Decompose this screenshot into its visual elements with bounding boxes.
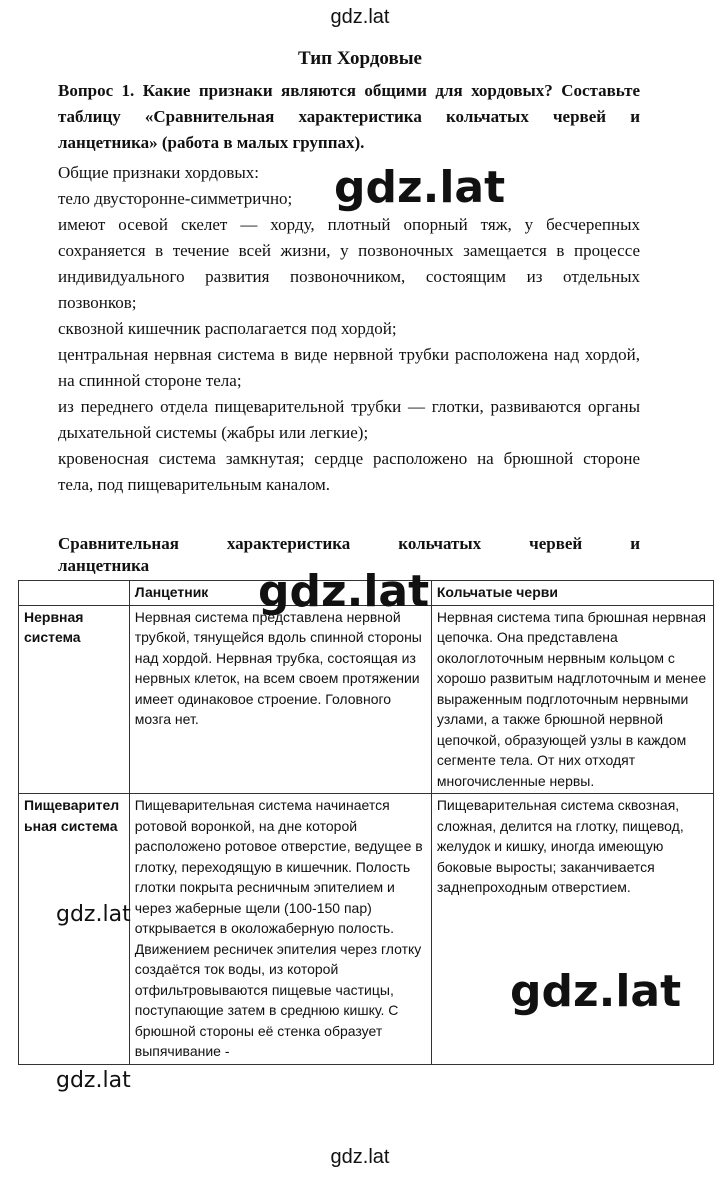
- lancelet-cell: Нервная система представлена нервной трубкой, тянущейся вдоль спинной стороны над хордой. Нервная трубка, состоящая из нервных клеток, на всем своем протяжении имеет одинаковое строение. Головного мозга нет.: [129, 605, 431, 794]
- watermark: gdz.lat: [510, 966, 682, 1017]
- table-row: [19, 605, 714, 794]
- answer-intro: Общие признаки хордовых:: [58, 163, 260, 182]
- answer-item: из переднего отдела пищеварительной трубки — глотки, развиваются органы дыхательной системы (жабры или легкие);: [58, 397, 640, 442]
- lancelet-cell: Пищеварительная система начинается ротовой воронкой, на дне которой расположено ротовое отверстие, ведущее в глотку, переходящую в кишечник. Полость глотки покрыта ресничным эпителием и через жаберные щели (100-150 пар) открывается в околожаберную полость. Движением ресничек эпителия через глотку создаётся ток воды, из которой отфильтровываются пищевые частицы, поступающие затем в среднюю кишку. С брюшной стороны её стенка образует выпячивание -: [129, 794, 431, 1065]
- worms-cell: Нервная система типа брюшная нервная цепочка. Она представлена окологлоточным нервным кольцом с хорошо развитым надглоточным и менее выраженным подглоточным нервными узлами, а также брюшной нервной цепочкой, образующей узлы в каждом сегменте тела. От них отходят многочисленные нервы.: [431, 605, 713, 794]
- table-header-cell: Ланцетник: [129, 581, 431, 606]
- table-title: Сравнительная характеристика кольчатых червей и: [58, 534, 640, 553]
- answer-item: сквозной кишечник располагается под хордой;: [58, 319, 397, 338]
- watermark: gdz.lat: [334, 162, 506, 213]
- worms-cell: Пищеварительная система сквозная, сложная, делится на глотку, пищевод, желудок и кишку, иногда имеющую боковые выросты; заканчивается заднепроходным отверстием.: [431, 794, 713, 1065]
- answer-item: центральная нервная система в виде нервной трубки расположена над хордой, на спинной стороне тела;: [58, 345, 640, 390]
- table-header-cell: Кольчатые черви: [431, 581, 713, 606]
- answer-item: кровеносная система замкнутая; сердце расположено на брюшной стороне тела, под пищеварительным каналом.: [58, 449, 640, 494]
- watermark: gdz.lat: [56, 902, 131, 927]
- watermark: gdz.lat: [258, 566, 430, 617]
- table-header-cell: [19, 581, 130, 606]
- answer-item: имеют осевой скелет — хорду, плотный опорный тяж, у бесчерепных сохраняется в течение всей жизни, у позвоночных замещается в процессе индивидуального развития позвоночником, состоящим из отдельных позвонков;: [58, 215, 640, 312]
- table-title-continued: ланцетника: [58, 556, 150, 575]
- row-label: Пищеварительная система: [19, 794, 130, 1065]
- watermark: gdz.lat: [56, 1068, 131, 1093]
- row-label: Нервная система: [19, 605, 130, 794]
- table-row: [19, 794, 714, 1065]
- page-title: Тип Хордовые: [298, 48, 422, 69]
- site-header-watermark: gdz.lat: [330, 6, 390, 28]
- question-text: Вопрос 1. Какие признаки являются общими для хордовых? Составьте таблицу «Сравнительная характеристика кольчатых червей и ланцетника» (работа в малых группах).: [58, 81, 640, 152]
- answer-item: тело двусторонне-симметрично;: [58, 189, 293, 208]
- site-footer-watermark: gdz.lat: [330, 1146, 390, 1168]
